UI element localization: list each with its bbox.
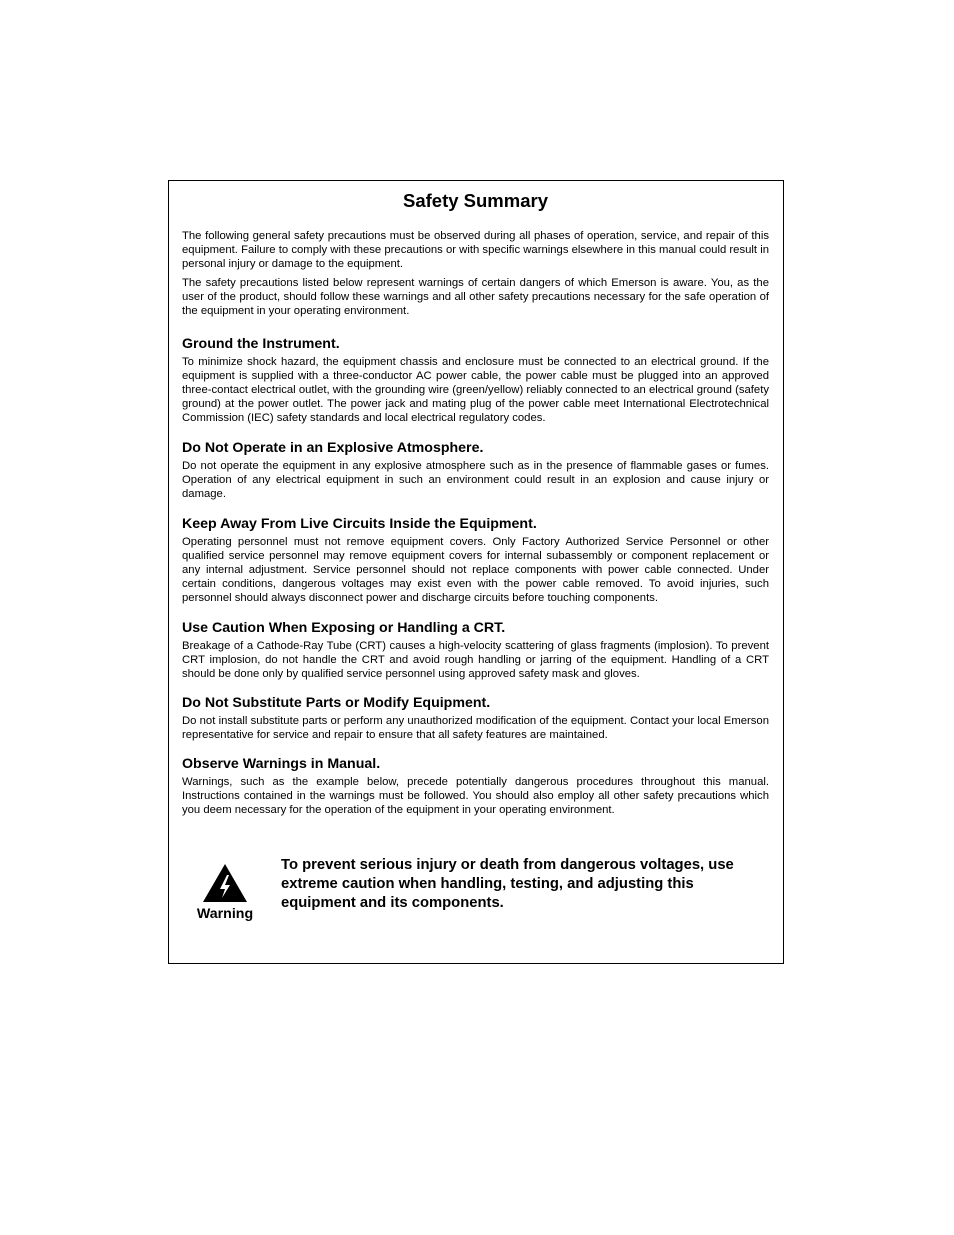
warning-text: To prevent serious injury or death from dangerous voltages, use extreme caution when handling, testing, and adjusting this equipment and its components. xyxy=(281,857,734,911)
section-body: Breakage of a Cathode-Ray Tube (CRT) causes a high-velocity scattering of glass fragments (implosion). To prevent CRT implosion, do not handle the CRT and avoid rough handling or jarring of the equipment. Handling of a CRT should be done only by qualified service personnel using approved safety mask and gloves. xyxy=(182,640,769,680)
section-observe-warnings xyxy=(182,756,769,817)
intro-paragraph-2: The safety precautions listed below represent warnings of certain dangers of which Emerson is aware. You, as the user of the product, should follow these warnings and all other safety precautions necessary for the safe operation of the equipment in your operating environment. xyxy=(182,277,769,317)
section-substitute-parts xyxy=(182,695,769,742)
section-explosive-atmosphere xyxy=(182,440,769,501)
section-body: Do not install substitute parts or perform any unauthorized modification of the equipment. Contact your local Emerson representative for service and repair to ensure that all safety features are maintained. xyxy=(182,715,769,741)
section-body: Do not operate the equipment in any explosive atmosphere such as in the presence of flammable gases or fumes. Operation of any electrical equipment in such an environment could result in an explosion and cause injury or damage. xyxy=(182,460,769,500)
section-heading: Use Caution When Exposing or Handling a CRT. xyxy=(182,620,506,636)
page-title: Safety Summary xyxy=(403,190,548,211)
section-crt-caution xyxy=(182,620,769,681)
section-body: Operating personnel must not remove equipment covers. Only Factory Authorized Service Personnel or other qualified service personnel may remove equipment covers for internal subassembly or component replacement or any internal adjustment. Service personnel should not replace components with power cable connected. Under certain conditions, dangerous voltages may exist even with the power cable removed. To avoid injuries, such personnel should always disconnect power and discharge circuits before touching components. xyxy=(182,536,769,604)
section-ground-instrument xyxy=(182,336,769,425)
safety-summary-box xyxy=(168,180,784,964)
warning-block xyxy=(189,856,769,936)
section-heading: Do Not Operate in an Explosive Atmosphere. xyxy=(182,440,484,456)
section-heading: Keep Away From Live Circuits Inside the Equipment. xyxy=(182,516,537,532)
high-voltage-warning-icon xyxy=(201,862,249,904)
section-heading: Observe Warnings in Manual. xyxy=(182,756,381,772)
section-live-circuits xyxy=(182,516,769,605)
section-body: Warnings, such as the example below, precede potentially dangerous procedures throughout this manual. Instructions contained in the warnings must be followed. You should also employ all other safety precautions which you deem necessary for the operation of the equipment in your operating environment. xyxy=(182,776,769,816)
intro-paragraph-1: The following general safety precautions must be observed during all phases of operation, service, and repair of this equipment. Failure to comply with these precautions or with specific warnings elsewhere in this manual could result in personal injury or damage to the equipment. xyxy=(182,230,769,270)
warning-label: Warning xyxy=(196,906,254,922)
section-heading: Ground the Instrument. xyxy=(182,336,340,352)
section-heading: Do Not Substitute Parts or Modify Equipment. xyxy=(182,695,491,711)
section-body: To minimize shock hazard, the equipment chassis and enclosure must be connected to an electrical ground. If the equipment is supplied with a three-conductor AC power cable, the power cable must be plugged into an approved three-contact electrical outlet, with the grounding wire (green/yellow) reliably connected to an electrical ground (safety ground) at the power outlet. The power jack and mating plug of the power cable meet International Electrotechnical Commission (IEC) safety standards and local electrical regulatory codes. xyxy=(182,356,769,424)
warning-icon-container xyxy=(189,862,261,926)
